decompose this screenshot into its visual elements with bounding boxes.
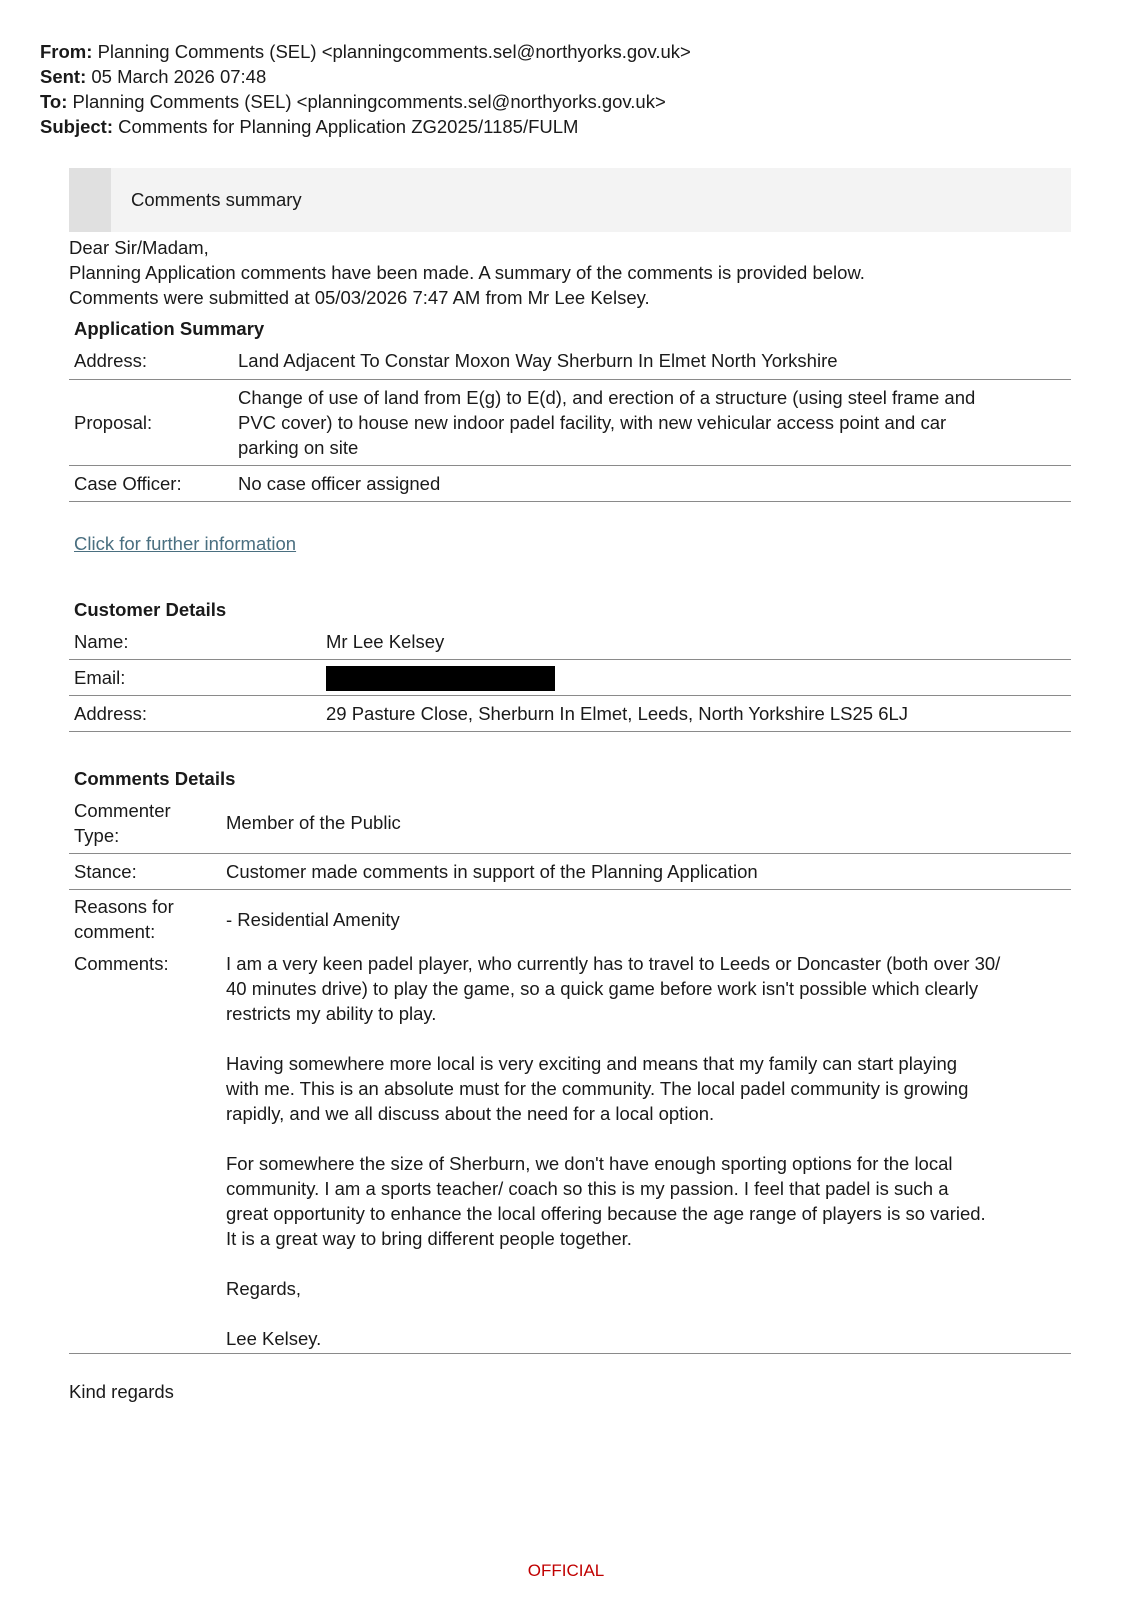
comment-signature: Lee Kelsey. [226,1328,322,1349]
intro-text [69,235,1071,310]
label-line: Type: [74,824,120,846]
comment-line: 40 minutes drive) to play the game, so a quick game before work isn't possible which clearly [226,978,979,999]
name-label: Name: [69,624,326,660]
to-label: To: [40,91,68,112]
email-body [69,168,1071,1404]
table-row [69,624,1071,660]
intro-line-1: Planning Application comments have been made. A summary of the comments is provided below. [69,262,865,283]
banner-stripe [69,168,111,232]
comments-value [226,949,1071,1354]
application-summary-title: Application Summary [74,318,265,339]
comment-paragraph [226,1051,1071,1126]
stance-value: Customer made comments in support of the Planning Application [226,853,1071,889]
comment-line: For somewhere the size of Sherburn, we don't have enough sporting options for the local [226,1153,953,1174]
comment-line: restricts my ability to play. [226,1003,437,1024]
from-label: From: [40,41,93,62]
sent-value: 05 March 2026 07:48 [91,66,267,87]
table-row [69,853,1071,889]
proposal-label: Proposal: [69,379,238,465]
subject-label: Subject: [40,116,113,137]
to-value: Planning Comments (SEL) <planningcomments.sel@northyorks.gov.uk> [72,91,666,112]
customer-address-value: 29 Pasture Close, Sherburn In Elmet, Leeds, North Yorkshire LS25 6LJ [326,696,1071,732]
email-label: Email: [69,660,326,696]
stance-label: Stance: [69,853,226,889]
table-row [69,793,1071,853]
comments-summary-banner [69,168,1071,232]
reasons-label [69,889,226,949]
customer-address-label: Address: [69,696,326,732]
comment-line: I am a very keen padel player, who currently has to travel to Leeds or Doncaster (both over 30/ [226,953,1001,974]
comment-line: rapidly, and we all discuss about the need for a local option. [226,1103,715,1124]
comments-label: Comments: [69,949,226,1354]
table-row [69,889,1071,949]
customer-details-title: Customer Details [74,598,227,620]
table-row [69,696,1071,732]
closing-text: Kind regards [69,1381,174,1402]
comment-signoff: Regards, [226,1278,302,1299]
label-line: Commenter [74,799,171,821]
email-value [326,660,1071,696]
to-row [40,89,691,114]
intro-line-2: Comments were submitted at 05/03/2026 7:47 AM from Mr Lee Kelsey. [69,287,650,308]
table-row [69,465,1071,501]
comment-line: It is a great way to bring different people together. [226,1228,632,1249]
further-information-link[interactable]: Click for further information [74,532,297,554]
reasons-value: - Residential Amenity [226,908,400,930]
table-row [69,660,1071,696]
proposal-line: Change of use of land from E(g) to E(d), and erection of a structure (using steel frame and [238,386,976,408]
greeting: Dear Sir/Madam, [69,237,209,258]
table-row [69,379,1071,465]
label-line: Reasons for [74,896,174,918]
case-officer-label: Case Officer: [69,465,238,501]
proposal-line: PVC cover) to house new indoor padel facility, with new vehicular access point and car [238,411,947,433]
proposal-line: parking on site [238,436,359,458]
comments-details-table [69,793,1071,1354]
customer-details-table [69,624,1071,733]
from-row [40,39,691,64]
sent-label: Sent: [40,66,87,87]
email-header [40,39,691,139]
comment-line: Having somewhere more local is very exciting and means that my family can start playing [226,1053,958,1074]
from-value: Planning Comments (SEL) <planningcomments.sel@northyorks.gov.uk> [97,41,691,62]
comment-line: with me. This is an absolute must for the community. The local padel community is growing [226,1078,969,1099]
application-summary-table [69,343,1071,502]
comments-details-title: Comments Details [74,768,236,789]
comment-line: great opportunity to enhance the local offering because the age range of players is so varied. [226,1203,986,1224]
redaction-block [326,666,555,691]
comment-line: community. I am a sports teacher/ coach so this is my passion. I feel that padel is such a [226,1178,949,1199]
subject-value: Comments for Planning Application ZG2025/1185/FULM [118,116,579,137]
address-value: Land Adjacent To Constar Moxon Way Sherburn In Elmet North Yorkshire [238,343,1071,379]
proposal-value [238,379,1071,465]
label-line: comment: [74,921,156,943]
sent-row [40,64,691,89]
address-label: Address: [69,343,238,379]
table-row [69,343,1071,379]
commenter-type-value: Member of the Public [226,793,1071,853]
subject-row [40,114,691,139]
classification-footer: OFFICIAL [527,1561,605,1580]
table-row [69,949,1071,1354]
banner-title: Comments summary [131,189,302,210]
case-officer-value: No case officer assigned [238,465,1071,501]
comment-paragraph [226,1151,1071,1251]
comment-paragraph [226,951,1071,1026]
commenter-type-label [69,793,226,853]
name-value: Mr Lee Kelsey [326,624,1071,660]
